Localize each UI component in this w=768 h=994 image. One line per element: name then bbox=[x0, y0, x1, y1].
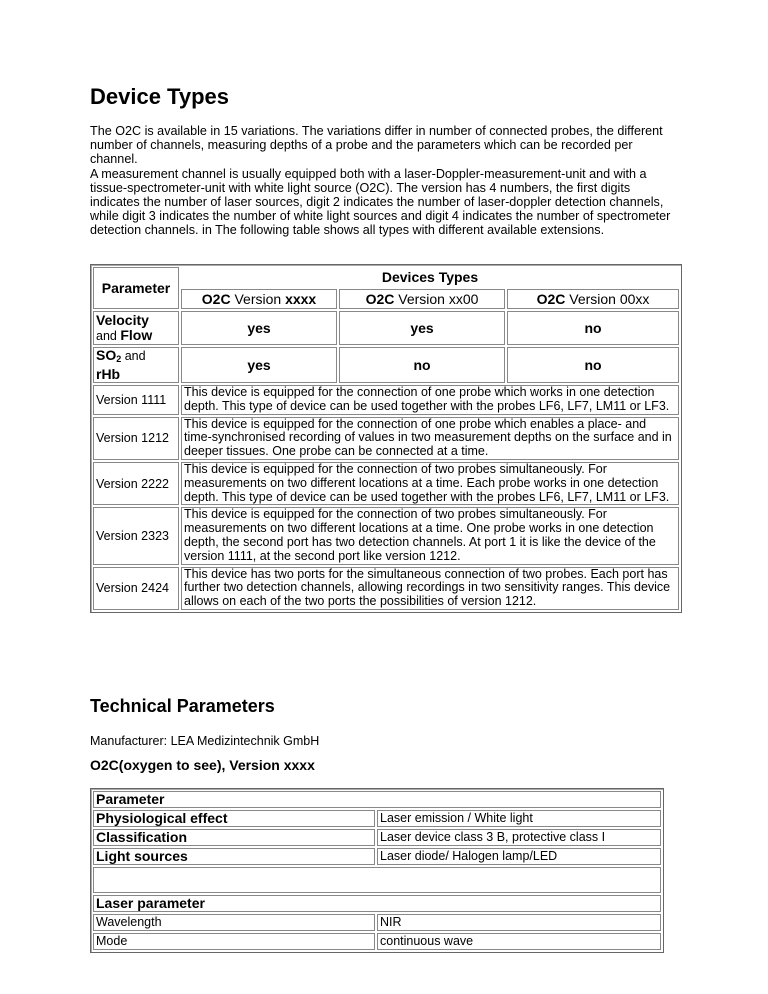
tech-row-label: Light sources bbox=[93, 848, 375, 865]
empty-spacer-cell bbox=[93, 867, 661, 893]
version-description: This device is equipped for the connection of two probes simultaneously. For measurements on two different locations at a time. Each probe works in one detection depth. This type of device can be used together with the probes LF6, LF7, LM11 or LF3. bbox=[181, 462, 679, 505]
laser-row-value: NIR bbox=[377, 914, 661, 931]
value-cell: no bbox=[339, 347, 505, 383]
parameter-label: Parameter bbox=[93, 791, 661, 808]
version-description: This device is equipped for the connection of two probes simultaneously. For measurements on two different locations at a time. One probe works in one detection depth, the second port has two detection channels. At port 1 it is like the device of the version 1111, at the second port like version 1212. bbox=[181, 507, 679, 564]
column-header-xxxx: O2C Version xxxx bbox=[181, 289, 337, 309]
value-cell: no bbox=[507, 311, 679, 345]
version-description: This device is equipped for the connection of one probe which works in one detection depth. This type of device can be used together with the probes LF6, LF7, LM11 or LF3. bbox=[181, 385, 679, 415]
tech-row-value: Laser emission / White light bbox=[377, 810, 661, 827]
model-title: O2C(oxygen to see), Version xxxx bbox=[90, 757, 315, 773]
version-description: This device has two ports for the simultaneous connection of two probes. Each port has further two detection channels, allowing recordings in two sensitivity ranges. This device allows on each of the two ports the possibilities of version 1212. bbox=[181, 567, 679, 610]
parameter-header: Parameter bbox=[93, 267, 179, 309]
tech-row-label: Classification bbox=[93, 829, 375, 846]
section-title-technical-parameters: Technical Parameters bbox=[90, 696, 275, 716]
intro-paragraph-2: A measurement channel is usually equipped both with a laser-Doppler-measurement-unit and with a tissue-spectrometer-unit with white light source (O2C). The version has 4 numbers, the first digits indicates the number of laser sources, digit 2 indicates the number of laser-doppler detection channels, while digit 3 indicates the number of white light sources and digit 4 indicates the number of spectrometer detection channels. in The following table shows all types with different available extensions. bbox=[90, 166, 671, 238]
column-header-xx00: O2C Version xx00 bbox=[339, 289, 505, 309]
version-label: Version 2424 bbox=[93, 567, 179, 610]
intro-text bbox=[90, 124, 680, 238]
column-header-00xx: O2C Version 00xx bbox=[507, 289, 679, 309]
row-label-velocity-flow: Velocity and Flow bbox=[93, 311, 179, 345]
version-label: Version 2323 bbox=[93, 507, 179, 564]
page-title: Device Types bbox=[90, 84, 230, 109]
tech-row-value: Laser device class 3 B, protective class I bbox=[377, 829, 661, 846]
tech-row-label: Physiological effect bbox=[93, 810, 375, 827]
laser-row-label: Wavelength bbox=[93, 914, 375, 931]
manufacturer-text: Manufacturer: LEA Medizintechnik GmbH bbox=[90, 734, 320, 748]
device-types-table bbox=[90, 264, 682, 613]
version-label: Version 1212 bbox=[93, 417, 179, 460]
value-cell: no bbox=[507, 347, 679, 383]
technical-parameters-table bbox=[90, 788, 664, 953]
version-label: Version 2222 bbox=[93, 462, 179, 505]
row-label-so2-rhb: $SO_2$ and rHb bbox=[93, 347, 179, 383]
laser-parameter-header: Laser parameter bbox=[93, 895, 661, 912]
version-description: This device is equipped for the connection of one probe which enables a place- and time-synchronised recording of values in two measurement depths on the surface and in deeper tissues. One probe can be connected at a time. bbox=[181, 417, 679, 460]
version-label: Version 1111 bbox=[93, 385, 179, 415]
intro-paragraph-1: The O2C is available in 15 variations. The variations differ in number of connected probes, the different number of channels, measuring depths of a probe and the parameters which can be recorded per channel. bbox=[90, 124, 663, 167]
value-cell: yes bbox=[181, 311, 337, 345]
devices-types-header: Devices Types bbox=[381, 269, 479, 285]
value-cell: yes bbox=[339, 311, 505, 345]
value-cell: yes bbox=[181, 347, 337, 383]
laser-row-value: continuous wave bbox=[377, 933, 661, 950]
laser-row-label: Mode bbox=[93, 933, 375, 950]
tech-row-value: Laser diode/ Halogen lamp/LED bbox=[377, 848, 661, 865]
